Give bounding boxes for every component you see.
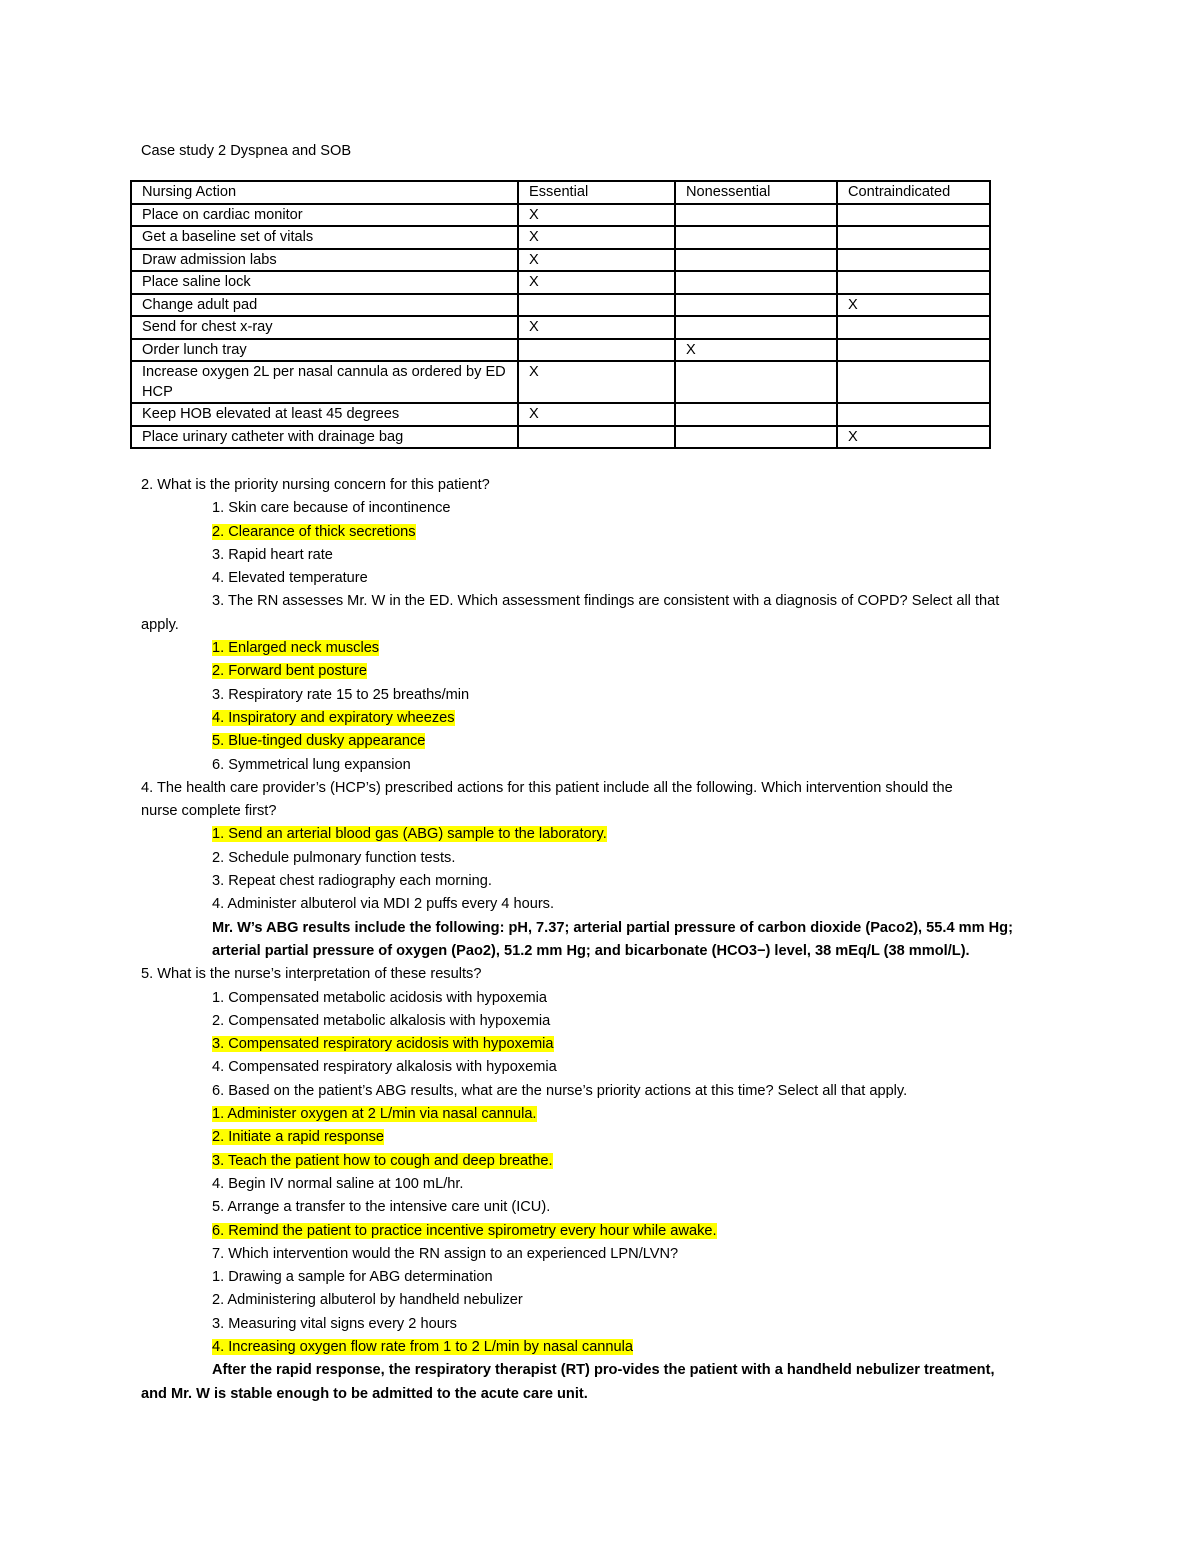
table-cell-contraindicated bbox=[837, 316, 990, 339]
option-text: 2. Forward bent posture bbox=[212, 663, 367, 680]
question-3-continued: apply. bbox=[141, 616, 179, 633]
option-highlighted bbox=[141, 1336, 1061, 1359]
table-cell-nonessential bbox=[675, 226, 837, 249]
option-highlighted bbox=[141, 730, 1061, 753]
table-cell-nonessential: X bbox=[675, 339, 837, 362]
table-cell-nonessential bbox=[675, 316, 837, 339]
option bbox=[141, 684, 1061, 707]
abg-results-line: arterial partial pressure of oxygen (Pao2), 51.2 mm Hg; and bicarbonate (HCO3−) level, 38 mEq/L (38 mmol/L). bbox=[212, 942, 970, 959]
questions-section bbox=[141, 474, 1061, 1406]
table-cell-action: Get a baseline set of vitals bbox=[131, 226, 518, 249]
table-cell-contraindicated bbox=[837, 204, 990, 227]
option-text: 1. Drawing a sample for ABG determination bbox=[212, 1269, 493, 1286]
table-row bbox=[131, 226, 990, 249]
question-4-continued: nurse complete first? bbox=[141, 803, 277, 820]
abg-results-line: Mr. W’s ABG results include the following: pH, 7.37; arterial partial pressure of carbon dioxide (Paco2), 55.4 mm Hg; bbox=[212, 919, 1013, 936]
option-highlighted bbox=[141, 1033, 1061, 1056]
closing-paragraph-line: After the rapid response, the respiratory therapist (RT) pro-vides the patient with a handheld nebulizer treatment, bbox=[212, 1362, 995, 1379]
table-cell-essential: X bbox=[518, 361, 675, 403]
option-text: 6. Symmetrical lung expansion bbox=[212, 756, 411, 773]
table-cell-contraindicated bbox=[837, 403, 990, 426]
question-3: 3. The RN assesses Mr. W in the ED. Which assessment findings are consistent with a diagnosis of COPD? Select all that bbox=[212, 593, 1000, 610]
table-cell-action: Change adult pad bbox=[131, 294, 518, 317]
table-cell-nonessential bbox=[675, 403, 837, 426]
table-cell-action: Keep HOB elevated at least 45 degrees bbox=[131, 403, 518, 426]
option-text: 3. Respiratory rate 15 to 25 breaths/min bbox=[212, 686, 470, 703]
option-text: 6. Remind the patient to practice incentive spirometry every hour while awake. bbox=[212, 1222, 717, 1239]
table-cell-action: Place urinary catheter with drainage bag bbox=[131, 426, 518, 449]
table-cell-essential: X bbox=[518, 204, 675, 227]
table-cell-essential: X bbox=[518, 271, 675, 294]
option bbox=[141, 893, 1061, 916]
table-row bbox=[131, 316, 990, 339]
table-cell-contraindicated: X bbox=[837, 294, 990, 317]
option-text: 1. Administer oxygen at 2 L/min via nasal cannula. bbox=[212, 1106, 537, 1123]
table-row bbox=[131, 426, 990, 449]
option-text: 3. Repeat chest radiography each morning. bbox=[212, 873, 492, 890]
table-cell-nonessential bbox=[675, 294, 837, 317]
table-row bbox=[131, 271, 990, 294]
option bbox=[141, 847, 1061, 870]
table-cell-nonessential bbox=[675, 271, 837, 294]
option bbox=[141, 497, 1061, 520]
option-text: 1. Skin care because of incontinence bbox=[212, 500, 451, 517]
table-cell-essential: X bbox=[518, 226, 675, 249]
table-cell-contraindicated bbox=[837, 361, 990, 403]
option bbox=[141, 1313, 1061, 1336]
question-2: 2. What is the priority nursing concern for this patient? bbox=[141, 477, 490, 493]
option-text: 3. Rapid heart rate bbox=[212, 546, 333, 563]
option-highlighted bbox=[141, 1150, 1061, 1173]
option-text: 4. Compensated respiratory alkalosis with hypoxemia bbox=[212, 1059, 557, 1076]
option-text: 4. Inspiratory and expiratory wheezes bbox=[212, 709, 455, 726]
table-cell-action: Send for chest x-ray bbox=[131, 316, 518, 339]
closing-paragraph-line: and Mr. W is stable enough to be admitted to the acute care unit. bbox=[141, 1385, 588, 1402]
table-cell-nonessential bbox=[675, 204, 837, 227]
option-text: 2. Schedule pulmonary function tests. bbox=[212, 849, 456, 866]
table-cell-action: Order lunch tray bbox=[131, 339, 518, 362]
table-row bbox=[131, 294, 990, 317]
option-highlighted bbox=[141, 1220, 1061, 1243]
table-header-cell: Nursing Action bbox=[131, 181, 518, 204]
option-text: 2. Clearance of thick secretions bbox=[212, 523, 416, 540]
table-cell-contraindicated bbox=[837, 271, 990, 294]
table-row bbox=[131, 249, 990, 272]
table-cell-nonessential bbox=[675, 361, 837, 403]
table-cell-action: Draw admission labs bbox=[131, 249, 518, 272]
option-highlighted bbox=[141, 707, 1061, 730]
option-text: 1. Send an arterial blood gas (ABG) sample to the laboratory. bbox=[212, 826, 607, 843]
option-highlighted bbox=[141, 1103, 1061, 1126]
option bbox=[141, 1173, 1061, 1196]
option-highlighted bbox=[141, 823, 1061, 846]
question-4: 4. The health care provider’s (HCP’s) prescribed actions for this patient include all the following. Which intervention should the bbox=[141, 779, 953, 796]
table-cell-essential bbox=[518, 426, 675, 449]
table-cell-essential bbox=[518, 339, 675, 362]
option-text: 4. Elevated temperature bbox=[212, 570, 368, 587]
option bbox=[141, 870, 1061, 893]
table-header-cell: Essential bbox=[518, 181, 675, 204]
option-text: 5. Arrange a transfer to the intensive care unit (ICU). bbox=[212, 1199, 551, 1216]
option bbox=[141, 567, 1061, 590]
table-row bbox=[131, 403, 990, 426]
option-text: 4. Administer albuterol via MDI 2 puffs every 4 hours. bbox=[212, 896, 555, 913]
nursing-actions-table bbox=[130, 180, 991, 449]
option-highlighted bbox=[141, 637, 1061, 660]
option-highlighted bbox=[141, 521, 1061, 544]
table-cell-contraindicated bbox=[837, 339, 990, 362]
option-text: 4. Increasing oxygen flow rate from 1 to 2 L/min by nasal cannula bbox=[212, 1338, 634, 1355]
option bbox=[141, 1289, 1061, 1312]
table-cell-nonessential bbox=[675, 249, 837, 272]
table-cell-action: Increase oxygen 2L per nasal cannula as ordered by ED HCP bbox=[131, 361, 518, 403]
option bbox=[141, 544, 1061, 567]
table-cell-action: Place saline lock bbox=[131, 271, 518, 294]
table-cell-essential: X bbox=[518, 249, 675, 272]
option-highlighted bbox=[141, 1126, 1061, 1149]
option-text: 2. Compensated metabolic alkalosis with hypoxemia bbox=[212, 1012, 551, 1029]
option-text: 3. Teach the patient how to cough and deep breathe. bbox=[212, 1152, 553, 1169]
table-row bbox=[131, 204, 990, 227]
question-7: 7. Which intervention would the RN assign to an experienced LPN/LVN? bbox=[212, 1245, 679, 1262]
option-text: 3. Compensated respiratory acidosis with hypoxemia bbox=[212, 1036, 554, 1053]
option bbox=[141, 1266, 1061, 1289]
table-cell-contraindicated: X bbox=[837, 426, 990, 449]
table-cell-contraindicated bbox=[837, 226, 990, 249]
table-row bbox=[131, 361, 990, 403]
question-6: 6. Based on the patient’s ABG results, what are the nurse’s priority actions at this time? Select all that apply. bbox=[212, 1082, 908, 1099]
table-cell-contraindicated bbox=[837, 249, 990, 272]
option-text: 3. Measuring vital signs every 2 hours bbox=[212, 1315, 457, 1332]
option bbox=[141, 754, 1061, 777]
option-text: 4. Begin IV normal saline at 100 mL/hr. bbox=[212, 1175, 464, 1192]
table-row bbox=[131, 339, 990, 362]
table-cell-essential bbox=[518, 294, 675, 317]
option-text: 5. Blue-tinged dusky appearance bbox=[212, 733, 426, 750]
table-cell-nonessential bbox=[675, 426, 837, 449]
option bbox=[141, 1010, 1061, 1033]
option bbox=[141, 1196, 1061, 1219]
page-title: Case study 2 Dyspnea and SOB bbox=[141, 143, 352, 159]
table-cell-action: Place on cardiac monitor bbox=[131, 204, 518, 227]
table-header-row bbox=[131, 181, 990, 204]
table-header-cell: Contraindicated bbox=[837, 181, 990, 204]
option bbox=[141, 1056, 1061, 1079]
table-cell-essential: X bbox=[518, 403, 675, 426]
option-text: 2. Administering albuterol by handheld nebulizer bbox=[212, 1292, 523, 1309]
option-highlighted bbox=[141, 660, 1061, 683]
option-text: 2. Initiate a rapid response bbox=[212, 1129, 384, 1146]
question-5: 5. What is the nurse’s interpretation of these results? bbox=[141, 966, 482, 983]
option bbox=[141, 987, 1061, 1010]
table-header-cell: Nonessential bbox=[675, 181, 837, 204]
option-text: 1. Enlarged neck muscles bbox=[212, 640, 380, 657]
table-cell-essential: X bbox=[518, 316, 675, 339]
option-text: 1. Compensated metabolic acidosis with hypoxemia bbox=[212, 989, 548, 1006]
